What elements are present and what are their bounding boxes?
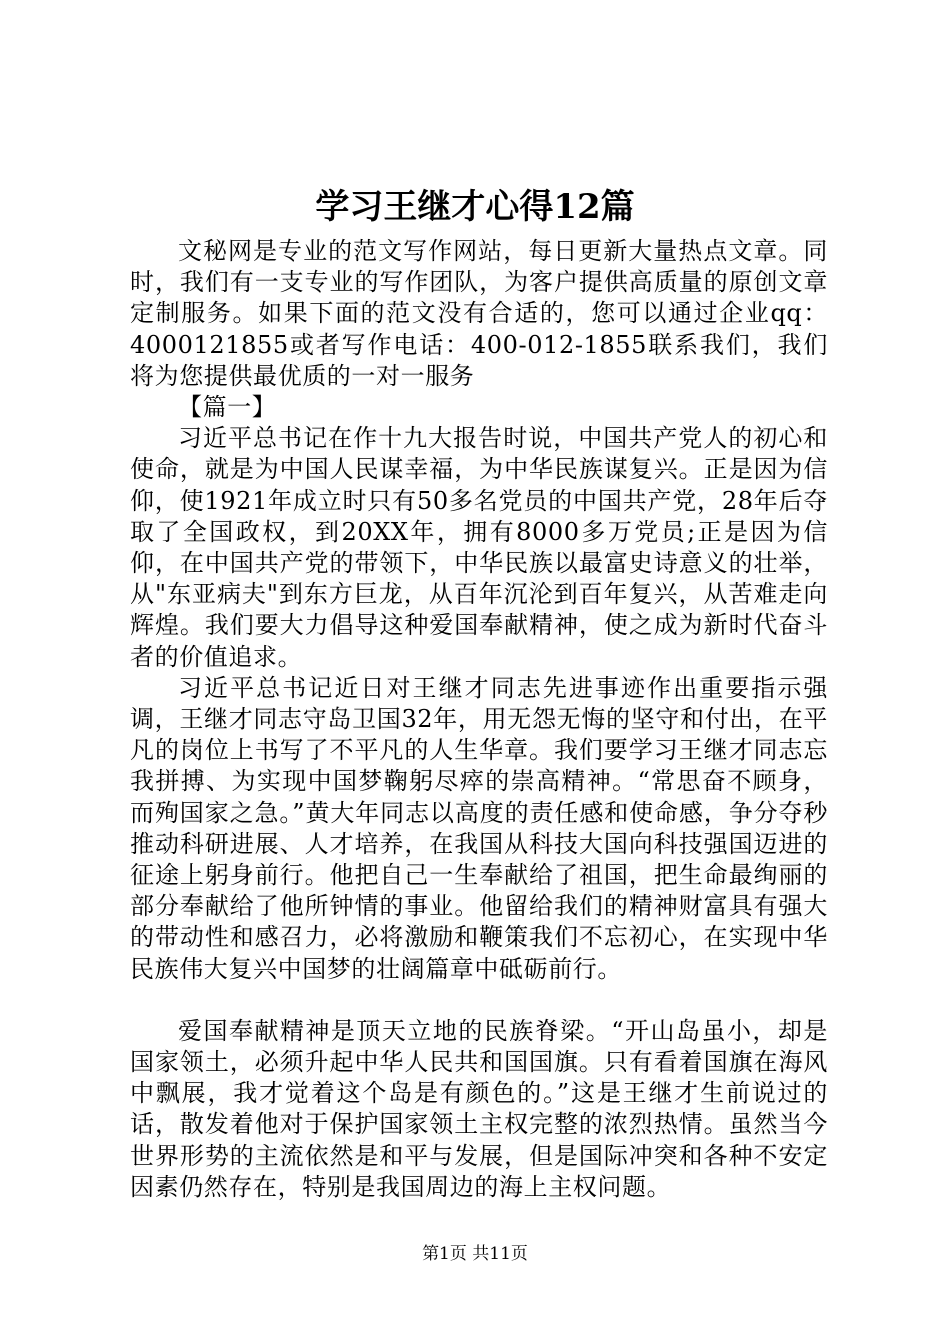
document-title: 学习王继才心得12篇 [315,187,635,227]
intro-paragraph: 文秘网是专业的范文写作网站，每日更新大量热点文章。同时，我们有一支专业的写作团队，为客户提供高质量的原创文章定制服务。如果下面的范文没有合适的，您可以通过企业qq：4000121855或者写作电话：400-012-1855联系我们，我们将为您提供最优质的一对一服务 [130,237,828,390]
body-paragraph: 爱国奉献精神是顶天立地的民族脊梁。“开山岛虽小，却是国家领土，必须升起中华人民共和国国旗。只有看着国旗在海风中飘展，我才觉着这个岛是有颜色的。”这是王继才生前说过的话，散发着他对于保护国家领土主权完整的浓烈热情。虽然当今世界形势的主流依然是和平与发展，但是国际冲突和各种不安定因素仍然存在，特别是我国周边的海上主权问题。 [130,1016,828,1201]
body-paragraph: 习近平总书记在作十九大报告时说，中国共产党人的初心和使命，就是为中国人民谋幸福，为中华民族谋复兴。正是因为信仰，使1921年成立时只有50多名党员的中国共产党，28年后夺取了全国政权，到20XX年，拥有8000多万党员;正是因为信仰，在中国共产党的带领下，中华民族以最富史诗意义的壮举，从"东亚病夫"到东方巨龙，从百年沉沦到百年复兴，从苦难走向辉煌。我们要大力倡导这种爱国奉献精神，使之成为新时代奋斗者的价值追求。 [130,424,828,671]
document-body [130,236,828,1203]
section-heading: 【篇一】 [178,393,277,422]
body-paragraph: 习近平总书记近日对王继才同志先进事迹作出重要指示强调，王继才同志守岛卫国32年，用无怨无悔的坚守和付出，在平凡的岗位上书写了不平凡的人生华章。我们要学习王继才同志忘我拼搏、为实现中国梦鞠躬尽瘁的崇高精神。“常思奋不顾身，而殉国家之急。”黄大年同志以高度的责任感和使命感，争分夺秒推动科研进展、人才培养，在我国从科技大国向科技强国迈进的征途上躬身前行。他把自己一生奉献给了祖国，把生命最绚丽的部分奉献给了他所钟情的事业。他留给我们的精神财富具有强大的带动性和感召力，必将激励和鞭策我们不忘初心，在实现中华民族伟大复兴中国梦的壮阔篇章中砥砺前行。 [130,673,828,983]
page-footer: 第1页 共11页 [422,1244,528,1264]
